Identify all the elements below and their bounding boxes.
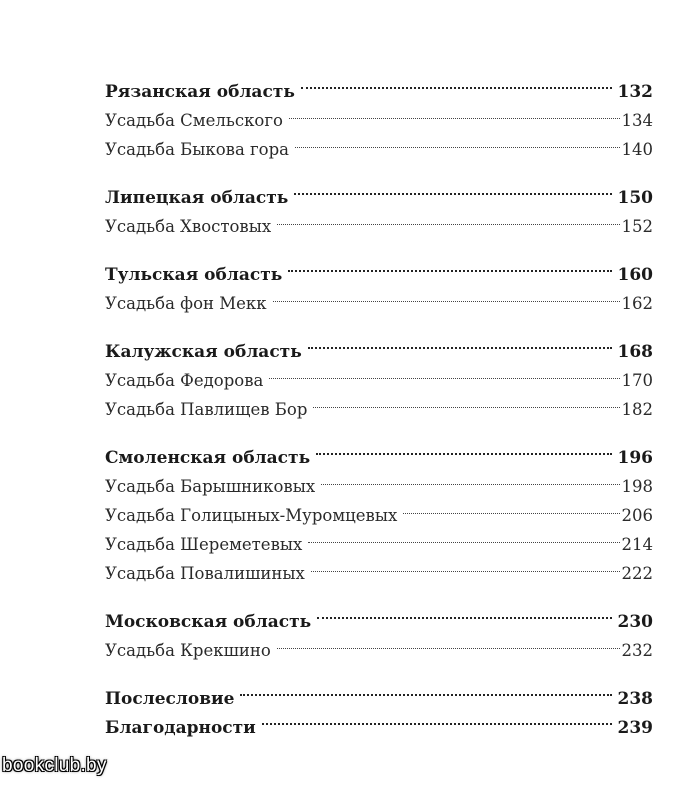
subsection-page-number: 170	[621, 371, 653, 390]
section-heading-title: Смоленская область	[105, 448, 311, 468]
section-heading-title: Калужская область	[105, 342, 302, 362]
subsection-page-number: 222	[621, 564, 653, 583]
section-heading-entry[interactable]	[105, 328, 653, 362]
subsection-page-number: 232	[621, 641, 653, 660]
subsection-title: Усадьба Повалишиных	[105, 564, 305, 583]
subsection-page-number: 198	[621, 477, 653, 496]
dot-leader	[308, 328, 612, 357]
dot-leader	[403, 492, 619, 521]
section-heading-page-number: 230	[617, 612, 653, 632]
toc-section	[105, 598, 653, 660]
subsection-page-number: 214	[621, 535, 653, 554]
dot-leader	[295, 126, 619, 155]
dot-leader	[269, 357, 619, 386]
dot-leader	[313, 386, 619, 415]
section-heading-entry[interactable]	[105, 174, 653, 208]
site-watermark: bookclub.by	[2, 755, 107, 776]
section-heading-page-number: 196	[617, 448, 653, 468]
dot-leader	[294, 174, 611, 203]
section-heading-title: Благодарности	[105, 718, 256, 738]
section-heading-title: Послесловие	[105, 689, 235, 709]
section-heading-page-number: 150	[617, 188, 653, 208]
subsection-title: Усадьба Крекшино	[105, 641, 271, 660]
section-heading-entry[interactable]	[105, 598, 653, 632]
dot-leader	[240, 675, 611, 704]
section-heading-title: Липецкая область	[105, 188, 289, 208]
subsection-title: Усадьба Голицыных-Муромцевых	[105, 506, 398, 525]
subsection-page-number: 152	[621, 217, 653, 236]
subsection-title: Усадьба Смельского	[105, 111, 283, 130]
dot-leader	[317, 598, 611, 627]
subsection-title: Усадьба Федорова	[105, 371, 264, 390]
subsection-page-number: 206	[621, 506, 653, 525]
subsection-title: Усадьба Шереметевых	[105, 535, 303, 554]
subsection-page-number: 134	[621, 111, 653, 130]
section-heading-entry[interactable]	[105, 68, 653, 102]
dot-leader	[316, 434, 611, 463]
subsection-page-number: 162	[621, 294, 653, 313]
table-of-contents	[105, 68, 653, 752]
subsection-title: Усадьба Хвостовых	[105, 217, 272, 236]
toc-section	[105, 68, 653, 159]
section-heading-page-number: 238	[617, 689, 653, 709]
dot-leader	[262, 704, 612, 733]
section-heading-title: Рязанская область	[105, 82, 295, 102]
section-heading-title: Московская область	[105, 612, 312, 632]
dot-leader	[288, 251, 611, 280]
dot-leader	[277, 627, 620, 656]
section-heading-page-number: 168	[617, 342, 653, 362]
dot-leader	[321, 463, 619, 492]
section-heading-entry[interactable]	[105, 251, 653, 285]
toc-section	[105, 251, 653, 313]
subsection-page-number: 140	[621, 140, 653, 159]
toc-section	[105, 434, 653, 583]
section-heading-title: Тульская область	[105, 265, 283, 285]
section-heading-page-number: 160	[617, 265, 653, 285]
subsection-title: Усадьба Барышниковых	[105, 477, 316, 496]
dot-leader	[301, 68, 612, 97]
section-heading-entry[interactable]	[105, 434, 653, 468]
toc-section	[105, 174, 653, 236]
dot-leader	[308, 521, 619, 550]
subsection-title: Усадьба Быкова гора	[105, 140, 290, 159]
section-heading-entry[interactable]	[105, 675, 653, 709]
dot-leader	[311, 550, 620, 579]
subsection-title: Усадьба Павлищев Бор	[105, 400, 308, 419]
dot-leader	[277, 203, 619, 232]
dot-leader	[289, 97, 620, 126]
toc-section	[105, 675, 653, 709]
toc-section	[105, 328, 653, 419]
dot-leader	[273, 280, 620, 309]
subsection-title: Усадьба фон Мекк	[105, 294, 267, 313]
subsection-page-number: 182	[621, 400, 653, 419]
section-heading-page-number: 239	[617, 718, 653, 738]
section-heading-page-number: 132	[617, 82, 653, 102]
